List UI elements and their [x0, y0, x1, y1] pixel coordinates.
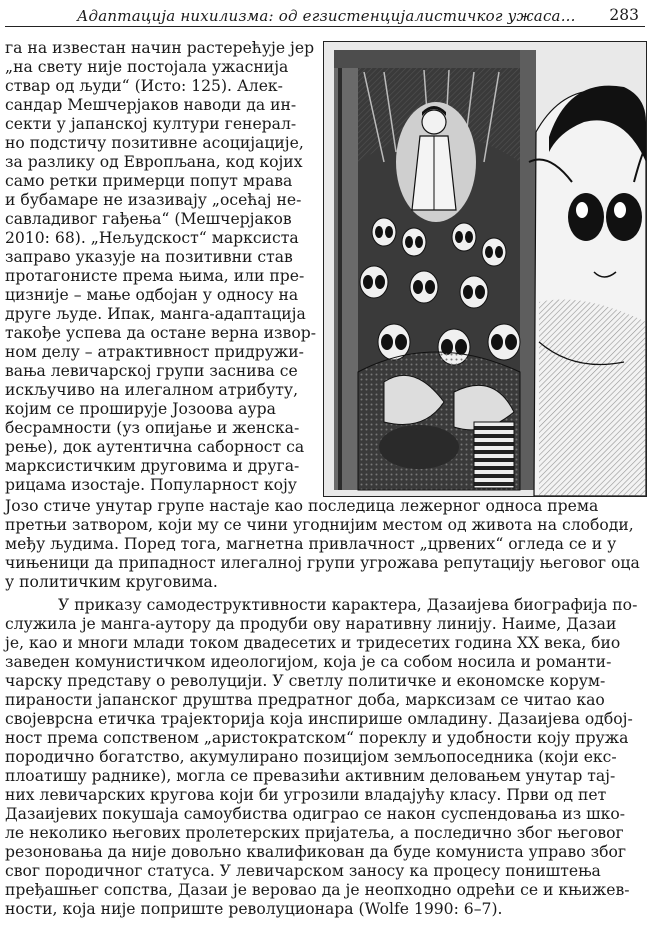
page-number: 283	[609, 6, 639, 24]
text-line: 2010: 68). „Нељудскост“ марксиста	[5, 229, 299, 247]
text-line: и бубамаре не изазивају „осећај не-	[5, 191, 302, 209]
text-line: марксистичким друговима и друга-	[5, 457, 300, 475]
text-line: служила је манга-аутору да продуби ову наративну линију. Наиме, Дазаи	[5, 615, 617, 633]
text-line: чарску представу о револуцији. У светлу политичке и економске корум-	[5, 672, 606, 690]
text-line: них левичарских кругова који би угрозили владајућу класу. Први од пет	[5, 786, 607, 804]
text-line: Јозо стиче унутар групе настаје као последица лежерног односа према	[5, 497, 599, 515]
text-line: но подстичу позитивне асоцијације,	[5, 134, 304, 152]
text-line: вања левичарској групи заснива се	[5, 362, 298, 380]
text-line: ле неколико његових пролетерских пријатеља, а последично због његовог	[5, 824, 624, 842]
text-line: којим се проширује Јозоова аура	[5, 400, 276, 418]
running-header	[5, 2, 645, 27]
text-line: међу људима. Поред тога, магнетна привлачност „црвених“ огледа се и у	[5, 535, 617, 553]
text-line: породично богатство, акумулирано позицијом земљопоседника (који екс-	[5, 748, 617, 766]
text-line: бесрамности (уз опијање и женска-	[5, 419, 300, 437]
text-line: резоновања да није довољно квалификован да буде комуниста управо због	[5, 843, 627, 861]
text-line: само ретки примерци попут мрава	[5, 172, 293, 190]
text-line: Дазаијевих покушаја самоубиства одиграо се након суспендовања из шко-	[5, 805, 626, 823]
running-title: Адаптација нихилизма: од егзистенцијалистичког ужаса...	[77, 7, 576, 25]
text-line: цизније – мање одбојан у односу на	[5, 286, 299, 304]
text-line: друге људе. Ипак, манга-адаптација	[5, 305, 306, 323]
manga-illustration-icon	[324, 42, 646, 496]
text-line: искључиво на илегалном атрибуту,	[5, 381, 299, 399]
text-line: У приказу самодеструктивности карактера, Дазаијева биографија по-	[58, 596, 638, 614]
text-line: претњи затвором, који му се чини угоднијим местом од живота на слободи,	[5, 516, 634, 534]
text-line: пређашњег сопства, Дазаи је веровао да је неопходно одрећи се и књижев-	[5, 881, 630, 899]
text-line: својеврсна етичка трајекторија која инспирише омладину. Дазаијева одбој-	[5, 710, 633, 728]
text-line: ном делу – атрактивност придружи-	[5, 343, 304, 361]
text-line: секти у јапанској култури генерал-	[5, 115, 297, 133]
text-line: „на свету није постојала ужаснија	[5, 58, 289, 76]
text-line: чињеници да припадност илегалној групи угрожава репутацију његовог оца	[5, 554, 640, 572]
text-line: пираности јапанског друштва предратног доба, марксизам се читао као	[5, 691, 605, 709]
manga-illustration	[323, 41, 647, 497]
text-line: рење), док аутентична саборност са	[5, 438, 305, 456]
text-line: рицама изостаје. Популарност коју	[5, 476, 297, 494]
text-line: плоатишу раднике), могла се превазићи активним деловањем унутар тај-	[5, 767, 616, 785]
text-line: такође успева да остане верна извор-	[5, 324, 316, 342]
text-line: свог породичног статуса. У левичарском заносу ка процесу поништења	[5, 862, 601, 880]
text-line: заведен комунистичком идеологијом, која је са собом носила и романти-	[5, 653, 612, 671]
text-line: у политичким круговима.	[5, 573, 218, 591]
text-line: сандар Мешчерјаков наводи да ин-	[5, 96, 297, 114]
text-line: је, као и многи млади током двадесетих и тридесетих година XX века, био	[5, 634, 621, 652]
text-line: за разлику од Европљана, код којих	[5, 153, 303, 171]
text-line: ност према сопственом „аристократском“ пореклу и удобности коју пружа	[5, 729, 629, 747]
text-line: ности, која није поприште револуционара (Wolfe 1990: 6–7).	[5, 900, 503, 918]
text-line: га на известан начин растерећује јер	[5, 39, 315, 57]
text-line: ствар од људи“ (Исто: 125). Алек-	[5, 77, 283, 95]
text-line: заправо указује на позитивни став	[5, 248, 293, 266]
text-line: протагонисте према њима, или пре-	[5, 267, 305, 285]
text-line: савладивог гађења“ (Мешчерјаков	[5, 210, 292, 228]
